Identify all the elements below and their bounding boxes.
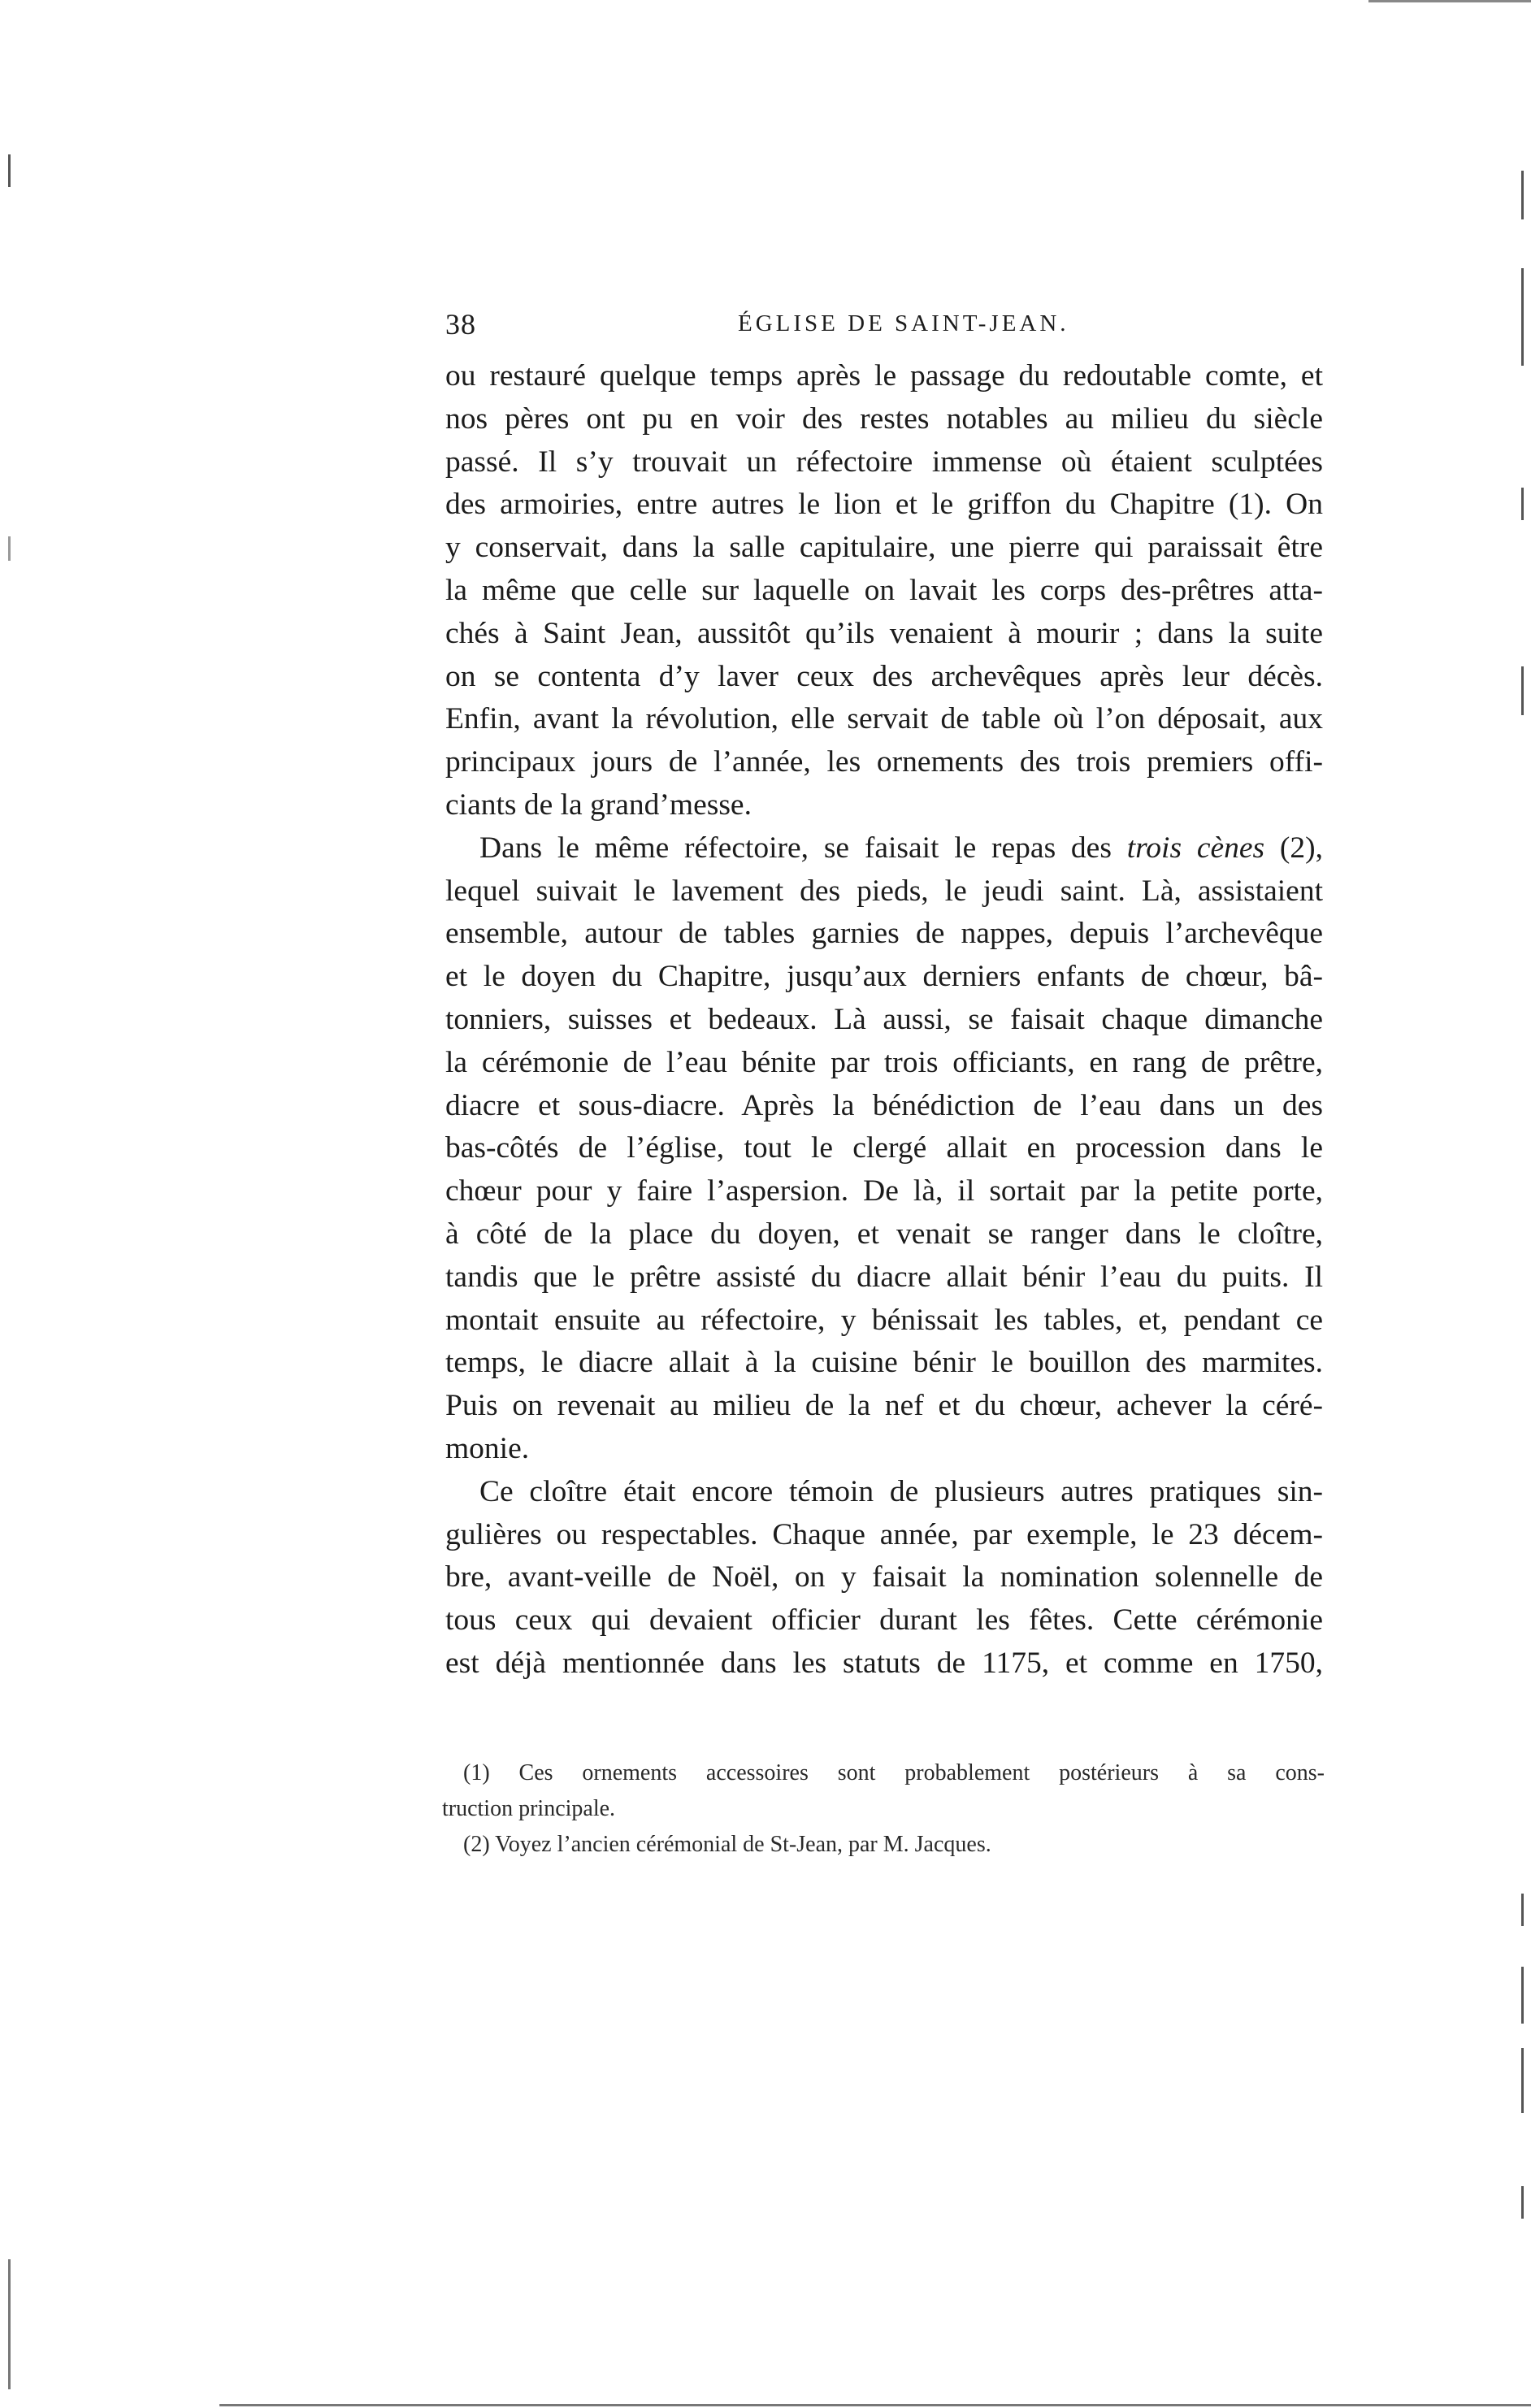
running-title: ÉGLISE DE SAINT-JEAN. xyxy=(738,310,1069,336)
text-line: nos pères ont pu en voir des restes notables au milieu du siècle xyxy=(445,401,1323,436)
text-line: passé. Il s’y trouvait un réfectoire immense où étaient sculptées xyxy=(445,445,1323,479)
page-header xyxy=(445,307,1323,348)
text-line: est déjà mentionnée dans les statuts de 1175, et comme en 1750, xyxy=(445,1646,1323,1680)
scan-edge-mark xyxy=(1521,2186,1524,2219)
scan-edge-mark xyxy=(1521,268,1524,366)
text-line: y conservait, dans la salle capitulaire, une pierre qui paraissait être xyxy=(445,531,1323,565)
scan-edge-mark xyxy=(8,536,11,561)
footnote-ref: (2), xyxy=(1279,831,1323,865)
text-line: ensemble, autour de tables garnies de nappes, depuis l’archevêque xyxy=(445,917,1323,951)
text-line: chœur pour y faire l’aspersion. De là, il sortait par la petite porte, xyxy=(445,1174,1323,1208)
scan-edge-top xyxy=(1368,0,1531,2)
scan-edge-mark xyxy=(8,154,11,187)
text-line: tandis que le prêtre assisté du diacre allait bénir l’eau du puits. Il xyxy=(445,1260,1323,1294)
footnote-1-continued: truction principale. xyxy=(442,1796,616,1821)
italic-term: trois cènes xyxy=(1126,831,1265,865)
text-line: Ce cloître était encore témoin de plusieurs autres pratiques sin- xyxy=(479,1474,1323,1508)
text-line: ou restauré quelque temps après le passage du redoutable comte, et xyxy=(445,359,1323,393)
text-line: Enfin, avant la révolution, elle servait de table où l’on déposait, aux xyxy=(445,702,1323,736)
scan-edge-mark xyxy=(1521,2048,1524,2113)
scan-edge-mark xyxy=(1521,171,1524,219)
text-line: chés à Saint Jean, aussitôt qu’ils venaient à mourir ; dans la suite xyxy=(445,616,1323,650)
text-line: diacre et sous-diacre. Après la bénédiction de l’eau dans un des xyxy=(445,1088,1323,1122)
scan-edge-mark xyxy=(1521,1894,1524,1926)
text-line: montait ensuite au réfectoire, y bénissait les tables, et, pendant ce xyxy=(445,1303,1323,1337)
scan-edge-mark xyxy=(1521,488,1524,520)
text-line: Puis on revenait au milieu de la nef et du chœur, achever la céré- xyxy=(445,1389,1323,1423)
text-line: principaux jours de l’année, les ornements des trois premiers offi- xyxy=(445,745,1323,779)
scan-edge-bottom xyxy=(219,2404,1531,2406)
page-number: 38 xyxy=(445,308,476,341)
text-line: la même que celle sur laquelle on lavait les corps des-prêtres atta- xyxy=(445,573,1323,607)
text-line: à côté de la place du doyen, et venait se ranger dans le cloître, xyxy=(445,1217,1323,1251)
text-line: la cérémonie de l’eau bénite par trois officiants, en rang de prêtre, xyxy=(445,1045,1323,1079)
text-line: bas-côtés de l’église, tout le clergé allait en procession dans le xyxy=(445,1131,1323,1165)
text-segment: Dans le même réfectoire, se faisait le repas des xyxy=(479,831,1112,865)
scan-edge-mark xyxy=(1521,1967,1524,2024)
text-line: gulières ou respectables. Chaque année, par exemple, le 23 décem- xyxy=(445,1517,1323,1551)
text-line: et le doyen du Chapitre, jusqu’aux derniers enfants de chœur, bâ- xyxy=(445,960,1323,994)
footnotes xyxy=(442,1755,1325,1863)
text-line: bre, avant-veille de Noël, on y faisait la nomination solennelle de xyxy=(445,1560,1323,1594)
text-line: tonniers, suisses et bedeaux. Là aussi, se faisait chaque dimanche xyxy=(445,1002,1323,1036)
text-line: monie. xyxy=(445,1431,530,1465)
text-line: ciants de la grand’messe. xyxy=(445,787,752,822)
body-text xyxy=(445,355,1323,1686)
text-line-mixed xyxy=(445,827,1323,870)
footnote-1: (1) Ces ornements accessoires sont probablement postérieurs à sa cons- xyxy=(463,1760,1325,1785)
scan-edge-mark xyxy=(1521,666,1524,715)
footnote-2: (2) Voyez l’ancien cérémonial de St-Jean, par M. Jacques. xyxy=(463,1832,991,1857)
text-line: temps, le diacre allait à la cuisine bénir le bouillon des marmites. xyxy=(445,1346,1323,1380)
scan-edge-mark xyxy=(8,2259,11,2389)
text-line: des armoiries, entre autres le lion et le griffon du Chapitre (1). On xyxy=(445,488,1323,522)
text-line: tous ceux qui devaient officier durant les fêtes. Cette cérémonie xyxy=(445,1603,1323,1638)
text-line: lequel suivait le lavement des pieds, le jeudi saint. Là, assistaient xyxy=(445,874,1323,908)
text-line: on se contenta d’y laver ceux des archevêques après leur décès. xyxy=(445,659,1323,693)
